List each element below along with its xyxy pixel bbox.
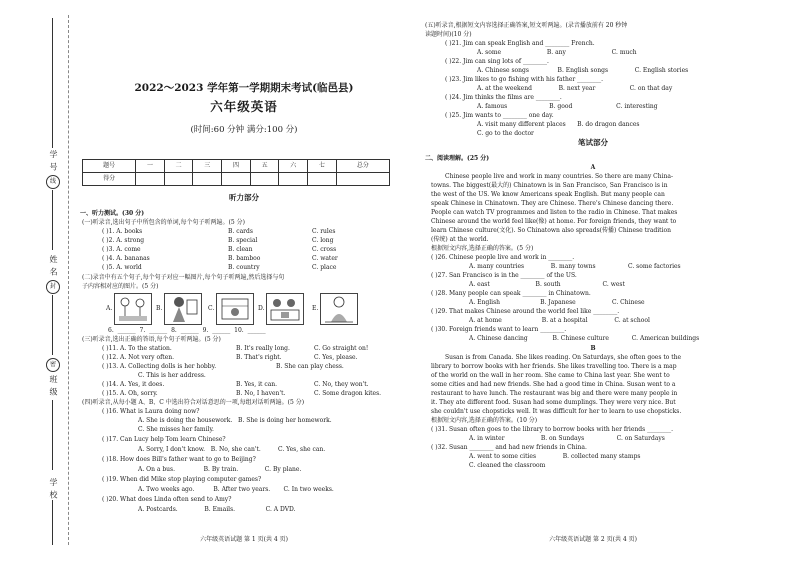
question-line: ( )2. A. strong: [102, 237, 145, 244]
option-c: C. rules: [312, 228, 336, 235]
option-b: B. That's right.: [236, 354, 282, 361]
score-cell[interactable]: [164, 173, 193, 186]
sub2-title: (二)录音中有五个句子,每个句子对应一幅图片,每个句子听两遍,然后选择与句: [82, 274, 285, 281]
picture-answer-blanks[interactable]: 6. ______ 7. ______ 8. ______ 9. ______ 10. ______: [108, 327, 266, 334]
passage-a-label: A: [590, 164, 596, 171]
option-c: C. water: [312, 255, 338, 262]
passage-line: she couldn't use chopsticks well. It was difficult for her to learn to use chopsticks.: [431, 408, 682, 415]
picture-label: A.: [106, 305, 113, 312]
passage-line: speak Chinese in Chinatown. They are Chinese. There's Chinese dancing there.: [431, 200, 674, 207]
question-line: ( )14. A. Yes, it does.: [102, 381, 165, 388]
score-row-label: 得分: [83, 173, 136, 186]
score-cell[interactable]: [279, 173, 308, 186]
score-header-cell: 七: [308, 160, 337, 173]
options-line: A. Two weeks ago. B. After two years. C. In two weeks.: [138, 486, 334, 493]
passage-line: of the world on the wall in her room. She came to China last year. She went to: [431, 372, 670, 379]
question-line: ( )21. Jim can speak English and ________ French.: [445, 40, 595, 47]
option-c: C. This is her address.: [138, 372, 206, 379]
option-b: B. cards: [228, 228, 253, 235]
options-line: A. visit many different places B. do dragon dances: [477, 121, 640, 128]
options-line: A. east B. south C. west: [469, 281, 625, 288]
options-line: A. at the weekend B. next year C. on that day: [477, 85, 673, 92]
picture-label: B.: [156, 305, 163, 312]
options-line: A. many countries B. many towns C. some factories: [469, 263, 681, 270]
option-c: C. long: [312, 237, 334, 244]
writing-section-title: 笔试部分: [578, 138, 608, 147]
passage-line: library to borrow books with her friends. She likes travelling too. There is a map: [431, 363, 677, 370]
option-c: C. cross: [312, 246, 337, 253]
options-line: C. She misses her family.: [138, 426, 214, 433]
passage-line: restaurant to have lunch. The restaurant was big and there were many people in: [431, 390, 678, 397]
exam-title: 2022～2023 学年第一学期期末考试(临邑县): [134, 82, 354, 94]
option-c: C. Go straight on!: [314, 345, 369, 352]
sub1-title: (一)听录音,选出句子中所包含的单词,每个句子听两遍。(5 分): [82, 219, 245, 226]
exam-info: (时间:60 分钟 满分:100 分): [190, 125, 298, 135]
part5-title: 读题时间)(10 分): [425, 31, 472, 38]
picture-row: [80, 293, 410, 327]
question-line: ( )18. How does Bill's father want to go to Beijing?: [102, 456, 256, 463]
score-header-cell: 二: [164, 160, 193, 173]
left-column: [80, 0, 408, 561]
picture-a: [114, 293, 152, 325]
question-line: ( )11. A. To the station.: [102, 345, 172, 352]
picture-d: [266, 293, 304, 325]
score-header-cell: 题号: [83, 160, 136, 173]
question-line: ( )20. What does Linda often send to Amy?: [102, 496, 232, 503]
cut-line: [68, 15, 69, 545]
picture-label: C.: [208, 305, 215, 312]
passage-line: it. They ate different food. Susan had some dumplings. They were very nice. But: [431, 399, 676, 406]
instruction-line: 根据短文内容,选择正确的答案。(5 分): [431, 245, 534, 252]
options-line: C. cleaned the classroom: [469, 462, 546, 469]
sub4-title: (四)听录音,从每小题 A、B、C 中选出符合对话意思的一项,每组对话听两遍。(5 分): [82, 399, 305, 406]
question-line: ( )19. When did Mike stop playing computer games?: [102, 476, 262, 483]
option-b: B. Yes, it can.: [236, 381, 278, 388]
footer-page-1: 六年级英语试题 第 1 页(共 4 页): [200, 536, 288, 543]
binding-line: [52, 500, 53, 545]
question-line: ( )26. Chinese people live and work in ________.: [431, 254, 575, 261]
option-b: B. clean: [228, 246, 253, 253]
right-column: [425, 0, 761, 561]
score-cell[interactable]: [193, 173, 222, 186]
question-line: ( )23. Jim likes to go fishing with his father ________.: [445, 76, 604, 83]
score-header-cell: 三: [193, 160, 222, 173]
question-line: ( )12. A. Not very often.: [102, 354, 175, 361]
exam-subtitle: 六年级英语: [210, 99, 278, 114]
option-c: C. place: [312, 264, 337, 271]
options-line: A. in winter B. on Sundays C. on Saturdays: [469, 435, 665, 442]
score-cell[interactable]: [250, 173, 279, 186]
question-line: ( )25. Jim wants to ________ one day.: [445, 112, 554, 119]
score-header-cell: 六: [279, 160, 308, 173]
student-number-label: 学 号: [49, 150, 58, 172]
question-line: ( )32. Susan ________ and had new friends in China.: [431, 444, 587, 451]
passage-line: Chinese around the world feel like(像) at home. For foreign friends, they want to: [431, 218, 677, 225]
score-header-cell: 五: [250, 160, 279, 173]
question-line: ( )31. Susan often goes to the library to borrow books with her friends ________.: [431, 426, 673, 433]
seal-mark: 密: [46, 358, 60, 372]
picture-b: [164, 293, 202, 325]
option-b: B. No, I haven't.: [236, 390, 286, 397]
option-b: B. bamboo: [228, 255, 261, 262]
options-line: A. English B. Japanese C. Chinese: [469, 299, 645, 306]
question-line: ( )3. A. come: [102, 246, 141, 253]
question-line: ( )29. That makes Chinese around the world feel like ________.: [431, 308, 620, 315]
question-line: ( )27. San Francisco is in the ________ of the US.: [431, 272, 577, 279]
question-line: ( )22. Jim can sing lots of ________.: [445, 58, 549, 65]
score-header-cell: 一: [136, 160, 165, 173]
options-line: A. She is doing the housework. B. She is doing her homework.: [138, 417, 332, 424]
footer-page-2: 六年级英语试题 第 2 页(共 4 页): [549, 536, 637, 543]
question-line: ( )17. Can Lucy help Tom learn Chinese?: [102, 436, 226, 443]
question-line: ( )4. A. bananas: [102, 255, 150, 262]
score-cell[interactable]: [222, 173, 251, 186]
instruction-line: 根据短文内容,选择正确的答案。(10 分): [431, 417, 538, 424]
question-line: ( )15. A. Oh, sorry.: [102, 390, 158, 397]
score-cell[interactable]: [308, 173, 337, 186]
part2-title: 二、阅读理解。(25 分): [425, 155, 490, 162]
name-label: 姓 名: [49, 255, 58, 277]
options-line: C. go to the doctor: [477, 130, 534, 137]
options-line: A. went to some cities B. collected many stamps: [469, 453, 641, 460]
sub3-title: (三)听录音,选出正确的答语,每个句子听两遍。(5 分): [82, 336, 221, 343]
part1-title: 一、听力测试。(30 分): [80, 210, 145, 217]
seal-mark: 封: [46, 280, 60, 294]
option-b: B. special: [228, 237, 258, 244]
options-line: A. Sorry, I don't know. B. No, she can't. C. Yes, she can.: [138, 446, 326, 453]
question-line: ( )16. What is Laura doing now?: [102, 408, 200, 415]
options-line: A. On a bus. B. By train. C. By plane.: [138, 466, 302, 473]
options-line: A. Chinese dancing B. Chinese culture C. American buildings: [469, 335, 700, 342]
part5-title: (五)听录音,根据短文内容选择正确答案,短文听两遍。(录音播放前有 20 秒钟: [425, 22, 628, 29]
picture-c: [216, 293, 254, 325]
option-c: C. No, they won't.: [314, 381, 369, 388]
question-line: ( )28. Many people can speak ________ in Chinatown.: [431, 290, 591, 297]
score-cell[interactable]: [336, 173, 389, 186]
question-line: ( )5. A. world: [102, 264, 142, 271]
sub2-title: 子内容相对应的图片。(5 分): [82, 283, 159, 290]
passage-line: People can watch TV programmes and listen to the radio in Chinese. That makes: [431, 209, 678, 216]
question-line: ( )13. A. Collecting dolls is her hobby.: [102, 363, 217, 370]
seal-mark: 线: [46, 175, 60, 189]
score-header-cell: 总分: [336, 160, 389, 173]
options-line: A. some B. any C. much: [477, 49, 637, 56]
question-line: ( )1. A. books: [102, 228, 143, 235]
passage-line: some cities and had new friends. She had a good time in China. Susan went to a: [431, 381, 676, 388]
class-label: 班 级: [49, 375, 58, 397]
options-line: A. at home B. at a hospital C. at school: [469, 317, 650, 324]
binding-line: [52, 190, 53, 250]
score-header-cell: 四: [222, 160, 251, 173]
passage-line: Susan is from Canada. She likes reading. On Saturdays, she often goes to the: [445, 354, 682, 361]
passage-line: the west of the US. We know Americans speak English. But many people can: [431, 191, 665, 198]
binding-line: [52, 400, 53, 470]
passage-line: learn Chinese culture(文化). So Chinatown also spreads(传播) Chinese tradition: [431, 227, 671, 234]
options-line: A. Chinese songs B. English songs C. English stories: [477, 67, 689, 74]
binding-line: [52, 295, 53, 355]
listening-section-title: 听力部分: [229, 193, 259, 202]
passage-b-label: B: [590, 345, 596, 352]
option-c: C. Yes, please.: [314, 354, 358, 361]
picture-label: D.: [258, 305, 265, 312]
option-b: B. She can play chess.: [276, 363, 344, 370]
picture-label: E.: [312, 305, 319, 312]
passage-line: Chinese people live and work in many countries. So there are many China-: [445, 173, 673, 180]
options-line: A. famous B. good C. interesting: [477, 103, 658, 110]
option-c: C. Some dragon kites.: [314, 390, 382, 397]
options-line: A. Postcards. B. Emails. C. A DVD.: [138, 506, 296, 513]
binding-line: [52, 18, 53, 148]
score-cell[interactable]: [136, 173, 165, 186]
passage-line: towns. The biggest(最大的) Chinatown is in San Francisco, San Francisco is in: [431, 182, 668, 189]
option-b: B. country: [228, 264, 260, 271]
question-line: ( )24. Jim thinks the films are ________.: [445, 94, 562, 101]
question-line: ( )30. Foreign friends want to learn ________.: [431, 326, 567, 333]
picture-e: [320, 293, 358, 325]
passage-line: (传统) at the world.: [431, 236, 489, 243]
binding-strip: [0, 0, 70, 561]
school-label: 学 校: [49, 478, 58, 500]
option-b: B. It's really long.: [236, 345, 290, 352]
score-table: [82, 159, 390, 186]
